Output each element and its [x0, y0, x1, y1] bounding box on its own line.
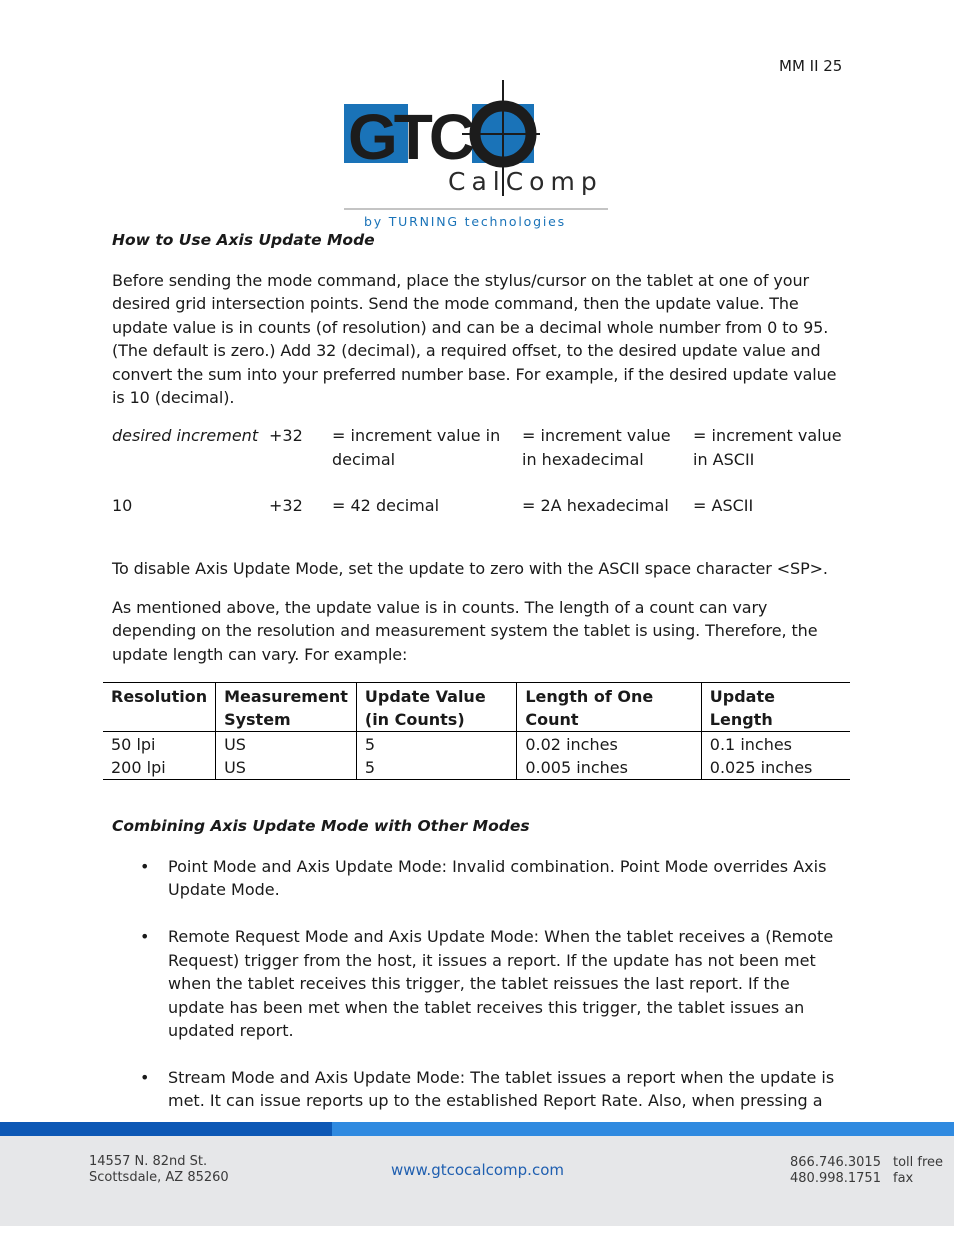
- table-header-resolution: Resolution: [111, 687, 208, 706]
- gtco-calcomp-logo: [344, 78, 610, 233]
- cell-resolution: 200 lpi: [111, 758, 166, 777]
- bullet-icon: •: [140, 1068, 150, 1088]
- table-header-row: [103, 683, 850, 732]
- cell-update-length: 0.025 inches: [709, 758, 813, 777]
- footer-label-fax: fax: [893, 1171, 914, 1186]
- footer-label-tollfree: toll free: [893, 1155, 944, 1170]
- list-item: [112, 1066, 842, 1113]
- footer-phones: [790, 1155, 881, 1187]
- footer-address: [89, 1154, 229, 1186]
- formula-header-hex: = increment value in hexadecimal: [522, 426, 671, 469]
- cell-resolution: 50 lpi: [111, 735, 156, 754]
- logo-graphic: [344, 78, 610, 233]
- table-header-length-of-count: Length of One Count: [517, 683, 701, 732]
- count-length-paragraph: As mentioned above, the update value is in counts. The length of a count can vary depending on the resolution and measurement system the tablet is using. Therefore, the update length can vary. For example:: [112, 598, 818, 664]
- table-cell: [356, 732, 516, 780]
- bullet-icon: •: [140, 857, 150, 876]
- table-header-update-length: Update Length: [701, 683, 850, 732]
- formula-header-offset: +32: [269, 426, 303, 445]
- formula-header-ascii: = increment value in ASCII: [693, 426, 842, 469]
- formula-example-ascii: = ASCII: [693, 496, 754, 515]
- section-heading-combining-modes: Combining Axis Update Mode with Other Modes: [112, 817, 530, 835]
- footer-phone-labels: [893, 1155, 943, 1187]
- list-item-text: Point Mode and Axis Update Mode: Invalid combination. Point Mode overrides Axis Update Mode.: [168, 857, 827, 900]
- table-cell: [701, 732, 850, 780]
- footer-website-link[interactable]: www.gtcocalcomp.com: [391, 1161, 564, 1179]
- formula-header-decimal: = increment value in decimal: [332, 426, 501, 469]
- table-row: [103, 732, 850, 780]
- mode-combination-list: [112, 855, 842, 1136]
- cell-update-value: 5: [364, 758, 376, 777]
- logo-tagline: by TURNING technologies: [364, 214, 566, 229]
- logo-letters: GTC: [348, 101, 472, 173]
- footer-address-line1: 14557 N. 82nd St.: [89, 1154, 208, 1169]
- table-header-update-value: Update Value (in Counts): [356, 683, 516, 732]
- formula-example-offset: +32: [269, 496, 303, 515]
- cell-system: US: [224, 735, 246, 754]
- table-header-measurement-system: Measurement System: [216, 683, 357, 732]
- list-item-text: Remote Request Mode and Axis Update Mode: When the tablet receives a (Remote Request) trigger from the host, it issues a report. If the update has not been met when the tablet receives this trigger, the tablet reissues the last report. If the update has been met when the tablet receives this trigger, the tablet issues an updated report.: [168, 927, 834, 1041]
- cell-update-length: 0.1 inches: [709, 735, 793, 754]
- formula-example-value: 10: [112, 496, 133, 515]
- formula-example-hex: = 2A hexadecimal: [522, 496, 669, 515]
- intro-paragraph: Before sending the mode command, place the stylus/cursor on the tablet at one of your desired grid intersection points. Send the mode command, then the update value. The update value is in counts (of resolution) and can be a decimal whole number from 0 to 95. (The default is zero.) Add 32 (decimal), a required offset, to the desired update value and convert the sum into your preferred number base. For example, if the desired update value is 10 (decimal).: [112, 271, 837, 408]
- table-cell: [103, 732, 216, 780]
- list-item: [112, 855, 842, 902]
- disable-paragraph: To disable Axis Update Mode, set the update to zero with the ASCII space character <SP>.: [112, 559, 828, 578]
- footer-bar-light: [332, 1122, 954, 1136]
- section-heading-axis-update: How to Use Axis Update Mode: [112, 231, 375, 249]
- list-item-text: Stream Mode and Axis Update Mode: The tablet issues a report when the update is met. It can issue reports up to the established Report Rate. Also, when pressing a: [168, 1068, 835, 1111]
- formula-header-desired: desired increment: [112, 426, 259, 445]
- list-item: [112, 925, 842, 1042]
- table-cell: [517, 732, 701, 780]
- footer-bar-dark: [0, 1122, 332, 1136]
- table-cell: [216, 732, 357, 780]
- footer: [0, 1136, 954, 1226]
- logo-calcomp-text: CalComp: [448, 167, 603, 196]
- cell-system: US: [224, 758, 246, 777]
- bullet-icon: •: [140, 927, 150, 947]
- update-length-table: [103, 682, 850, 780]
- page-number: MM II 25: [779, 57, 843, 75]
- cell-count-length: 0.02 inches: [525, 735, 618, 754]
- footer-phone-fax: 480.998.1751: [790, 1171, 881, 1186]
- footer-address-line2: Scottsdale, AZ 85260: [89, 1170, 229, 1185]
- cell-count-length: 0.005 inches: [525, 758, 628, 777]
- footer-phone-tollfree: 866.746.3015: [790, 1155, 881, 1170]
- cell-update-value: 5: [364, 735, 376, 754]
- formula-example-decimal: = 42 decimal: [332, 496, 440, 515]
